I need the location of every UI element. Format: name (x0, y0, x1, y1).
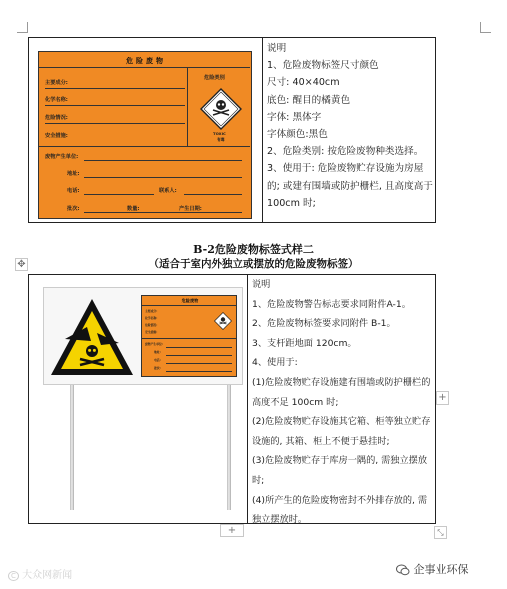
field-address: 地址: (67, 171, 80, 177)
hazard-label-image (38, 51, 252, 219)
diamond-text: TOXIC (213, 131, 226, 136)
sign-field-6: 电话: (154, 358, 161, 362)
desc1-line-1: 1、危险废物标签尺寸颜色 (267, 60, 379, 72)
desc1-line-2: 尺寸: 40×40cm (267, 77, 340, 89)
desc2-line-0: 说明 (252, 279, 271, 290)
page-corner-mark-right (480, 22, 491, 33)
desc1-line-3: 底色: 醒目的橘黄色 (267, 94, 351, 106)
sign-field-7: 批次: (154, 366, 161, 370)
desc2-line-3: 3、支杆距地面 120cm。 (252, 337, 357, 349)
watermark-right (396, 561, 469, 577)
desc2-line-7: (3)危险废物贮存于库房一隅的, 需独立摆放时; (252, 455, 428, 486)
field-quantity: 数量: (127, 206, 140, 212)
desc2-line-1: 1、危险废物警告标志要求同附件A-1。 (252, 298, 411, 310)
table-move-handle[interactable]: ✥ (15, 258, 28, 271)
field-phone: 电话: (67, 188, 80, 194)
add-row-button[interactable]: + (220, 524, 244, 537)
field-producer-unit: 废物产生单位: (45, 154, 79, 160)
table-resize-handle[interactable]: ⤡ (434, 526, 447, 539)
table-1-divider (262, 38, 263, 222)
watermark-left (8, 566, 72, 581)
watermark-left-icon: C (8, 571, 19, 581)
sign-diamond-icon (214, 312, 232, 330)
table-1-description (267, 40, 433, 212)
desc1-line-7: 3、使用于: 危险废物贮存设施为房屋的; 或建有围墙或防护栅栏, 且高度高于 100cm 时; (267, 163, 433, 209)
field-date: 产生日期: (179, 206, 202, 212)
standing-sign-image (43, 287, 243, 517)
desc1-line-5: 字体颜色:黑色 (267, 129, 328, 141)
desc2-line-5: (1)危险废物贮存设施建有围墙或防护栅栏的高度不足 100cm 时; (252, 376, 431, 408)
sign-hazard-label (141, 295, 237, 377)
table-2 (28, 274, 436, 524)
watermark-left-text: 大众网新闻 (22, 570, 73, 581)
toxic-diamond-icon (200, 88, 242, 130)
sign-field-5: 地址: (154, 350, 161, 354)
watermark-right-text: 企事业环保 (413, 563, 469, 576)
field-safety-measures: 安全措施: (45, 133, 68, 139)
caption-subtitle: （适合于室内外独立或摆放的危险废物标签） (148, 258, 359, 270)
table-2-divider (247, 275, 248, 523)
desc1-line-6: 2、危险类别: 按危险废物种类选择。 (267, 146, 424, 158)
sign-field-3: 安全措施: (145, 330, 158, 334)
desc2-line-8: (4)所产生的危险废物密封不外排存放的, 需独立摆放时。 (252, 494, 428, 526)
desc2-line-2: 2、危险废物标签要求同附件 B-1。 (252, 318, 396, 330)
desc2-line-6: (2)危险废物贮存设施其它箱、柜等独立贮存设施的, 其箱、柜上不便于悬挂时; (252, 416, 431, 447)
diamond-subtext: 有毒 (217, 137, 225, 142)
sign-post-right (227, 382, 231, 510)
add-column-button[interactable]: + (436, 391, 449, 405)
field-hazard-condition: 危险情况: (45, 115, 68, 121)
table-2-description (252, 275, 432, 530)
desc2-line-4: 4、使用于: (252, 357, 298, 369)
field-contact: 联系人: (159, 188, 177, 194)
sign-field-4: 废物产生单位: (145, 342, 163, 346)
page-corner-mark-left (17, 22, 28, 33)
warning-triangle-icon (49, 297, 135, 377)
sign-label-title: 危险废物 (181, 298, 199, 303)
label-title: 危险废物 (126, 57, 166, 65)
wechat-icon (396, 563, 414, 576)
field-batch: 批次: (67, 206, 80, 212)
field-chemical-name: 化学名称: (45, 97, 68, 103)
category-title: 危险类别 (204, 75, 225, 81)
caption-title: B-2危险废物标签式样二 (193, 243, 314, 256)
desc1-line-0: 说明 (267, 43, 287, 54)
sign-field-1: 化学名称: (145, 316, 158, 320)
sign-field-0: 主要成分: (145, 309, 158, 313)
field-main-component: 主要成分: (45, 80, 68, 86)
desc1-line-4: 字体: 黑体字 (267, 111, 322, 123)
sign-field-2: 危险情况: (145, 323, 158, 327)
sign-post-left (70, 382, 74, 510)
table-1 (28, 37, 436, 223)
